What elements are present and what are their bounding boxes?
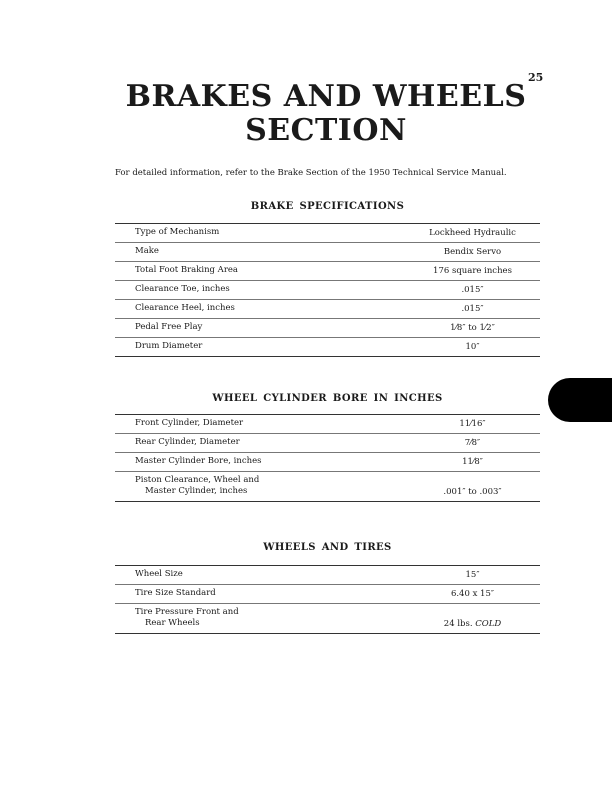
- row-label: Total Foot Braking Area: [115, 262, 405, 281]
- page-title: [0, 80, 612, 148]
- row-value: .001″ to .003″: [443, 487, 502, 497]
- row-value: Bendix Servo: [405, 243, 540, 262]
- row-label: Wheel Size: [115, 566, 405, 585]
- row-label: [115, 472, 405, 502]
- row-label: Tire Size Standard: [115, 585, 405, 604]
- row-label: Clearance Heel, inches: [115, 300, 405, 319]
- table-row: [115, 434, 540, 453]
- row-label: Pedal Free Play: [115, 319, 405, 338]
- row-value: 176 square inches: [405, 262, 540, 281]
- row-label-line-1: Piston Clearance, Wheel and: [135, 475, 260, 485]
- wheel-cylinder-table: [115, 414, 540, 502]
- row-value: [405, 604, 540, 634]
- table-row: [115, 604, 540, 634]
- row-label: Drum Diameter: [135, 341, 203, 351]
- row-label-line-2: Master Cylinder, inches: [145, 486, 248, 496]
- table-row: [115, 585, 540, 604]
- table-row: [115, 224, 540, 243]
- brake-specs-table: [115, 223, 540, 357]
- row-value: .015″: [405, 300, 540, 319]
- title-line-1: BRAKES AND WHEELS: [125, 79, 527, 114]
- table-row: [115, 472, 540, 502]
- wheels-tires-heading: WHEELS AND TIRES: [263, 542, 392, 553]
- table-row: [115, 300, 540, 319]
- intro-text: For detailed information, refer to the Brake Section of the 1950 Technical Service Manual.: [115, 168, 507, 178]
- table-row: [115, 338, 540, 357]
- row-label: Rear Cylinder, Diameter: [115, 434, 405, 453]
- row-label: Clearance Toe, inches: [115, 281, 405, 300]
- pressure-condition: COLD: [475, 619, 502, 629]
- row-value: 6.40 x 15″: [405, 585, 540, 604]
- table-row: [115, 453, 540, 472]
- row-label: Master Cylinder Bore, inches: [115, 453, 405, 472]
- section-thumb-tab: [548, 378, 612, 422]
- row-label: Type of Mechanism: [115, 224, 405, 243]
- title-line-2: SECTION: [245, 113, 407, 148]
- row-label-line-2: Rear Wheels: [145, 618, 200, 628]
- row-label: [115, 604, 405, 634]
- wheels-tires-table: [115, 565, 540, 634]
- row-label: Make: [115, 243, 405, 262]
- table-row: [115, 319, 540, 338]
- table-row: [115, 566, 540, 585]
- row-label-line-1: Tire Pressure Front and: [135, 607, 239, 617]
- row-value: 11⁄8″: [405, 453, 540, 472]
- row-value: .015″: [405, 281, 540, 300]
- row-value: 1⁄8″ to 1⁄2″: [405, 319, 540, 338]
- table-row: [115, 262, 540, 281]
- table-row: [115, 281, 540, 300]
- pressure-value: 24 lbs.: [443, 619, 473, 629]
- row-value: 15″: [405, 566, 540, 585]
- table-row: [115, 415, 540, 434]
- row-value: 7⁄8″: [405, 434, 540, 453]
- row-label: Front Cylinder, Diameter: [115, 415, 405, 434]
- table-row: [115, 243, 540, 262]
- brake-specs-heading: BRAKE SPECIFICATIONS: [250, 201, 405, 212]
- row-value: 11⁄16″: [405, 415, 540, 434]
- page-number: 25: [528, 71, 544, 84]
- row-value: Lockheed Hydraulic: [405, 224, 540, 243]
- row-value: 10″: [465, 342, 480, 352]
- wheel-cylinder-heading: WHEEL CYLINDER BORE IN INCHES: [212, 393, 443, 404]
